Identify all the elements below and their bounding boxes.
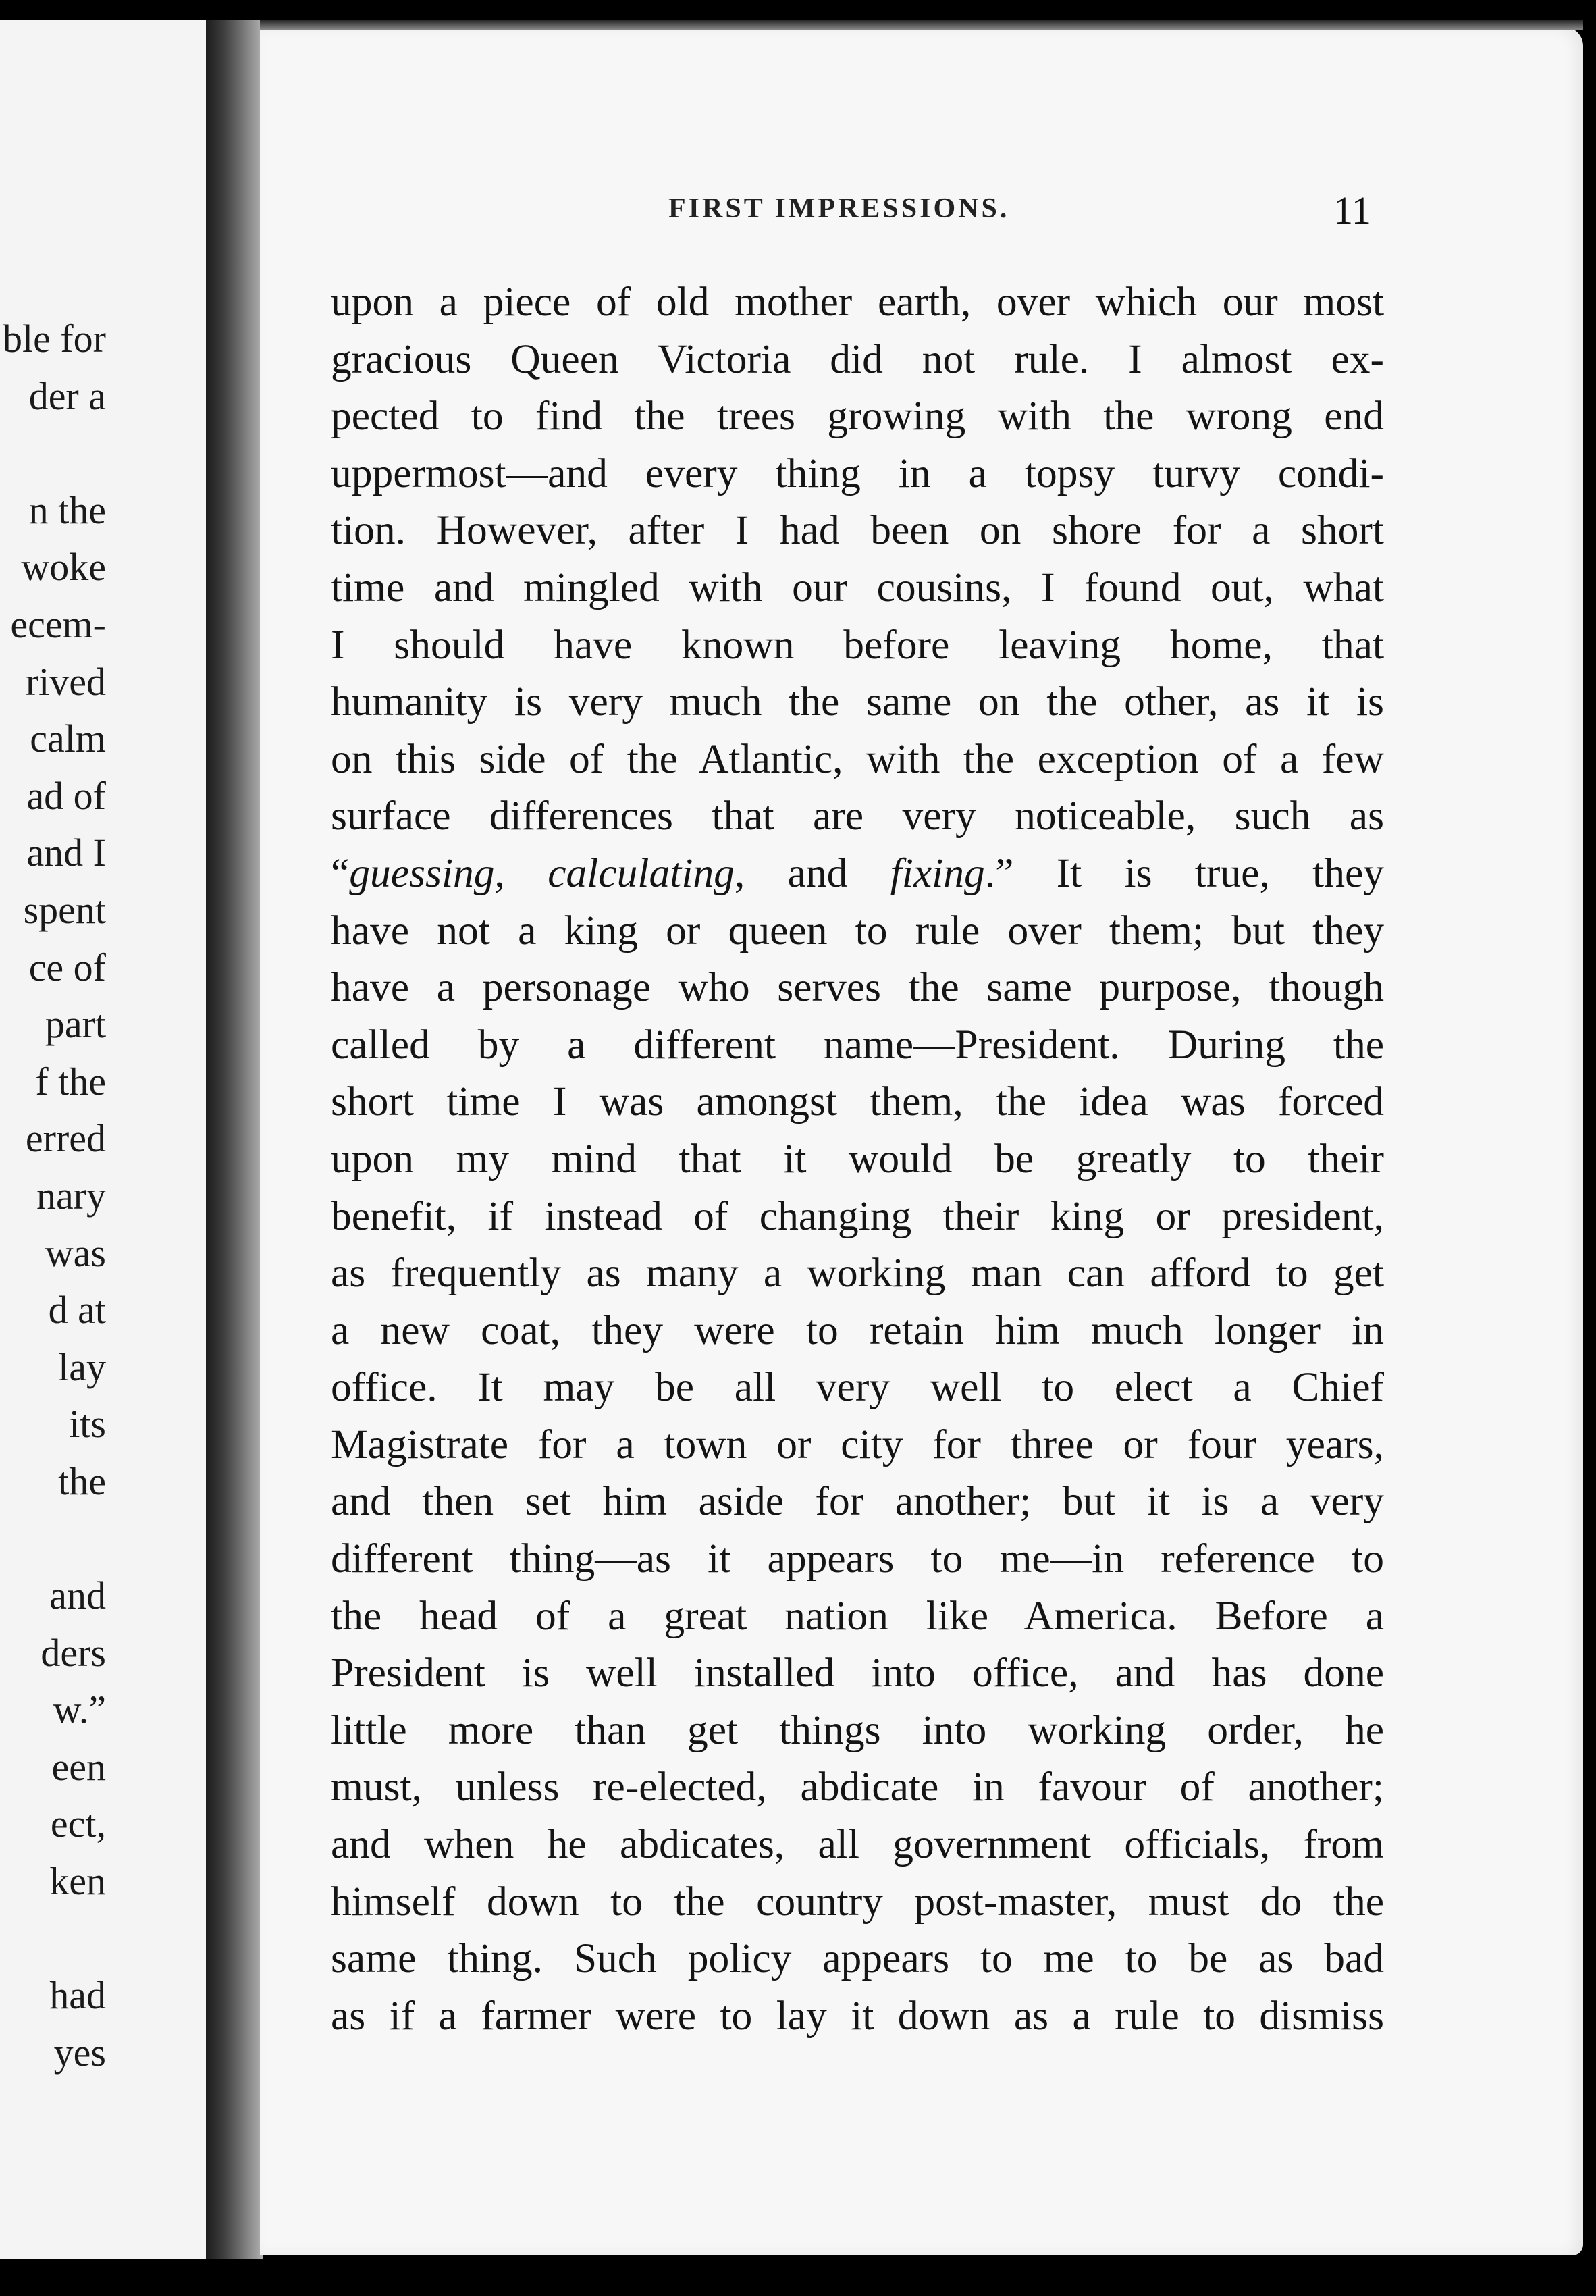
text-line: tion. However, after I had been on shore for a short — [331, 507, 1384, 554]
left-page-fragment — [0, 1910, 106, 1968]
left-page-fragment — [0, 1510, 106, 1567]
text-line: on this side of the Atlantic, with the exception of a few — [331, 735, 1384, 782]
text-line: and then set him aside for another; but it is a very — [331, 1478, 1384, 1525]
left-page-fragment: its — [69, 1402, 106, 1446]
left-page-fragment: rived — [25, 659, 106, 704]
left-page-fragment: w.” — [53, 1688, 106, 1732]
left-page-fragment: ce of — [28, 945, 106, 989]
left-page-fragment: een — [51, 1744, 106, 1789]
page-number: 11 — [1333, 188, 1371, 232]
left-page-fragment: n the — [28, 488, 106, 532]
text-line: called by a different name—President. During the — [331, 1021, 1384, 1068]
text-line: as if a farmer were to lay it down as a rule to dismiss — [331, 1992, 1384, 2039]
left-page-fragment: had — [49, 1973, 106, 2018]
left-page-fragment: ad of — [26, 773, 106, 818]
text-line: “guessing, calculating, and fixing.” It is true, they — [331, 850, 1385, 896]
text-line: himself down to the country post-master, must do the — [331, 1878, 1384, 1925]
left-page-fragment: lay — [58, 1345, 106, 1389]
text-line: pected to find the trees growing with the wrong end — [331, 393, 1384, 440]
left-page-fragment: ecem- — [10, 602, 106, 646]
text-line: little more than get things into working order, he — [331, 1706, 1384, 1753]
text-line: surface differences that are very noticeable, such as — [331, 793, 1384, 839]
left-page-fragment: the — [58, 1459, 106, 1503]
text-line: time and mingled with our cousins, I found out, what — [331, 564, 1384, 610]
left-page-fragment: f the — [35, 1059, 106, 1103]
text-line: as frequently as many a working man can afford to get — [331, 1250, 1384, 1297]
left-page-fragment: spent — [23, 887, 106, 932]
text-line: different thing—as it appears to me—in reference to — [331, 1536, 1384, 1582]
text-line: have a personage who serves the same purpose, though — [331, 964, 1384, 1011]
text-line: upon my mind that it would be greatly to their — [331, 1135, 1384, 1182]
left-page-fragment: part — [45, 1002, 106, 1047]
text-line: same thing. Such policy appears to me to be as bad — [331, 1935, 1384, 1982]
text-line: must, unless re-elected, abdicate in favour of another; — [331, 1764, 1384, 1810]
left-page-fragment: and — [49, 1573, 106, 1618]
left-page-text-fragments — [0, 311, 106, 2081]
text-line: short time I was amongst them, the idea was forced — [331, 1078, 1384, 1125]
left-page-fragment — [0, 425, 106, 482]
left-page-fragment: and I — [26, 831, 106, 875]
text-line: President is well installed into office, and has done — [331, 1650, 1384, 1696]
scan-bottom-edge — [0, 2259, 1596, 2296]
left-page-fragment: woke — [21, 545, 106, 590]
left-page-fragment: ders — [41, 1630, 106, 1675]
text-line: gracious Queen Victoria did not rule. I almost ex- — [331, 336, 1384, 382]
text-line: benefit, if instead of changing their king or president, — [331, 1193, 1384, 1239]
text-line: a new coat, they were to retain him much longer in — [331, 1307, 1384, 1353]
left-page-fragment: yes — [53, 2030, 106, 2075]
running-head: FIRST IMPRESSIONS. — [668, 193, 1010, 224]
left-page — [0, 20, 206, 2262]
text-line: the head of a great nation like America. Before a — [331, 1592, 1384, 1639]
text-line: and when he abdicates, all government officials, from — [331, 1821, 1384, 1868]
left-page-fragment: calm — [30, 716, 106, 761]
text-line: office. It may be all very well to elect a Chief — [331, 1364, 1384, 1411]
book-gutter — [206, 20, 263, 2262]
left-page-fragment: was — [45, 1230, 106, 1275]
text-line: have not a king or queen to rule over them; but they — [331, 907, 1384, 954]
left-page-fragment: der a — [28, 373, 106, 418]
text-line: uppermost—and every thing in a topsy turvy condi- — [331, 450, 1384, 496]
page-top-edge — [260, 20, 1583, 30]
body-text — [331, 273, 1384, 2044]
left-page-fragment: erred — [25, 1116, 106, 1161]
text-line: I should have known before leaving home, that — [331, 621, 1384, 668]
left-page-fragment: nary — [36, 1173, 106, 1218]
text-line: humanity is very much the same on the other, as it is — [331, 679, 1384, 725]
text-line: Magistrate for a town or city for three or four years, — [331, 1421, 1384, 1467]
left-page-fragment: ble for — [3, 317, 106, 361]
left-page-fragment: ken — [49, 1859, 106, 1904]
text-line: upon a piece of old mother earth, over which our most — [331, 279, 1384, 325]
left-page-fragment: d at — [48, 1288, 106, 1332]
left-page-fragment: ect, — [50, 1802, 106, 1846]
